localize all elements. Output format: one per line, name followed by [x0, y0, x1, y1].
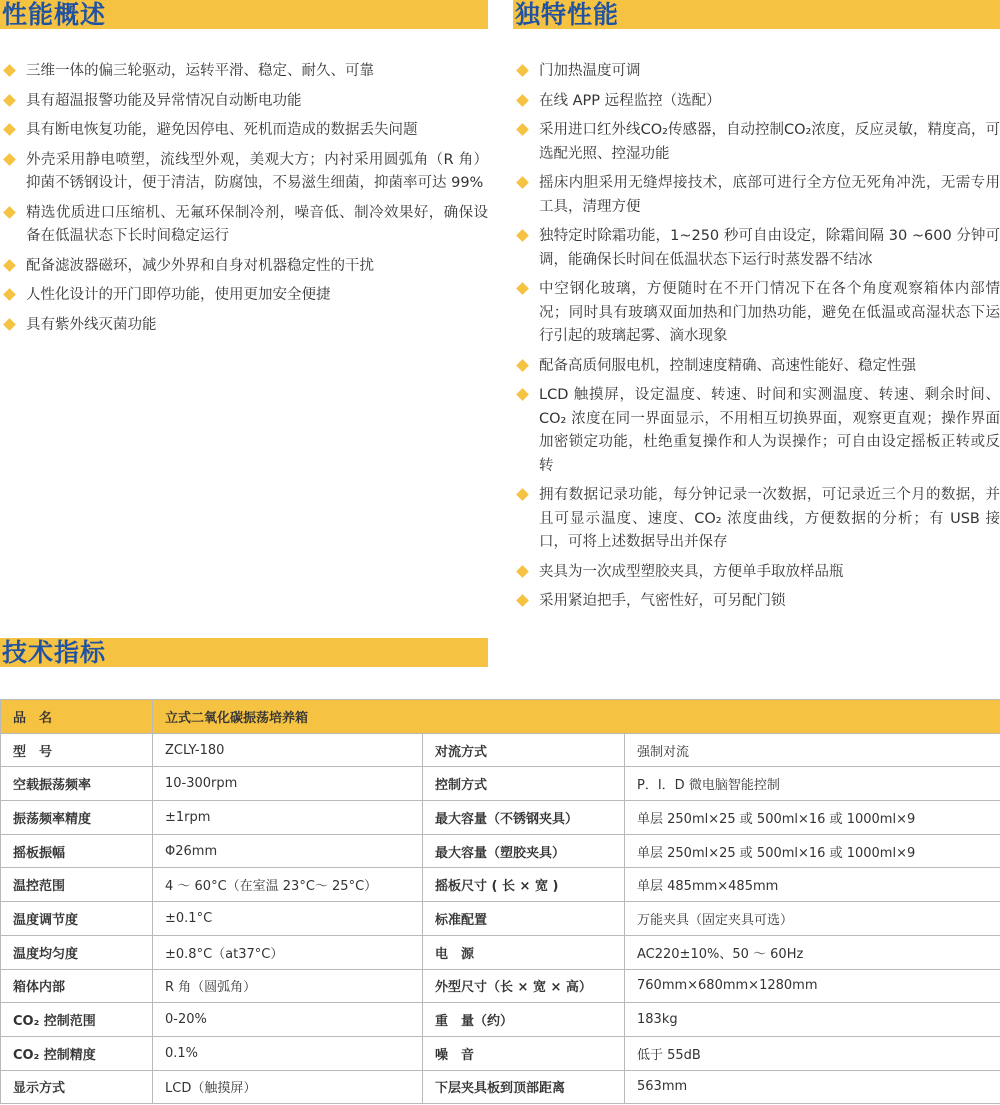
spec-label: 电 源 [423, 935, 625, 969]
spec-label: 温度均匀度 [1, 935, 153, 969]
spec-label: 控制方式 [423, 767, 625, 801]
list-item-text: 外壳采用静电喷塑，流线型外观，美观大方；内衬采用圆弧角（R 角）抑菌不锈钢设计，便于清洁，防腐蚀，不易滋生细菌，抑菌率可达 99% [26, 151, 488, 191]
performance-item [2, 202, 488, 249]
performance-item [2, 149, 488, 196]
performance-list [2, 60, 488, 343]
spec-label: 下层夹具板到顶部距离 [423, 1070, 625, 1104]
spec-value: 10-300rpm [153, 767, 423, 801]
diamond-bullet-icon [516, 388, 529, 401]
list-item-text: 精选优质进口压缩机、无氟环保制冷剂，噪音低、制冷效果好，确保设备在低温状态下长时间稳定运行 [26, 204, 488, 244]
diamond-bullet-icon [516, 488, 529, 501]
spec-heading: 技术指标 [0, 638, 488, 667]
unique-feature-item [515, 590, 1000, 614]
product-name-value: 立式二氧化碳振荡培养箱 [153, 700, 1000, 734]
spec-label: 温度调节度 [1, 902, 153, 936]
spec-value: LCD（触摸屏） [153, 1070, 423, 1104]
unique-feature-item [515, 384, 1000, 478]
spec-label: 振荡频率精度 [1, 801, 153, 835]
spec-row [1, 1036, 1000, 1070]
list-item-text: LCD 触摸屏，设定温度、转速、时间和实测温度、转速、剩余时间、CO₂ 浓度在同一界面显示，不用相互切换界面，观察更直观；操作界面加密锁定功能，杜绝重复操作和人为误操作；可自由设定摇板正转或反转 [539, 387, 1000, 474]
spec-label: 箱体内部 [1, 969, 153, 1003]
unique-feature-item [515, 561, 1000, 585]
performance-item [2, 119, 488, 143]
diamond-bullet-icon [516, 282, 529, 295]
spec-value: Φ26mm [153, 834, 423, 868]
spec-value: ±0.8°C（at37°C） [153, 935, 423, 969]
spec-row [1, 868, 1000, 902]
diamond-bullet-icon [3, 206, 16, 219]
unique-feature-item [515, 119, 1000, 166]
spec-value: AC220±10%、50 ～ 60Hz [625, 935, 1000, 969]
performance-item [2, 90, 488, 114]
unique-feature-item [515, 278, 1000, 349]
spec-value: P．I．D 微电脑智能控制 [625, 767, 1000, 801]
spec-row [1, 834, 1000, 868]
spec-label: 对流方式 [423, 733, 625, 767]
spec-value: 0-20% [153, 1003, 423, 1037]
spec-value: 强制对流 [625, 733, 1000, 767]
spec-row [1, 935, 1000, 969]
spec-label: 标准配置 [423, 902, 625, 936]
spec-label: CO₂ 控制精度 [1, 1036, 153, 1070]
spec-label: 温控范围 [1, 868, 153, 902]
unique-features-heading: 独特性能 [513, 0, 1000, 29]
unique-feature-item [515, 90, 1000, 114]
spec-label: 重 量（约） [423, 1003, 625, 1037]
spec-value: R 角（圆弧角） [153, 969, 423, 1003]
performance-item [2, 284, 488, 308]
list-item-text: 三维一体的偏三轮驱动，运转平滑、稳定、耐久、可靠 [26, 63, 374, 79]
spec-table [0, 699, 1000, 1104]
list-item-text: 配备高质伺服电机，控制速度精确、高速性能好、稳定性强 [539, 357, 916, 374]
spec-label: 最大容量（塑胶夹具） [423, 834, 625, 868]
unique-feature-item [515, 60, 1000, 84]
spec-value: ZCLY-180 [153, 733, 423, 767]
performance-item [2, 255, 488, 279]
spec-label: 型 号 [1, 733, 153, 767]
list-item-text: 具有紫外线灭菌功能 [26, 316, 157, 333]
spec-value: 760mm×680mm×1280mm [625, 969, 1000, 1003]
diamond-bullet-icon [516, 359, 529, 372]
list-item-text: 独特定时除霜功能，1~250 秒可自由设定，除霜间隔 30 ~600 分钟可调，能确保长时间在低温状态下运行时蒸发器不结冰 [539, 228, 1000, 268]
list-item-text: 具有断电恢复功能，避免因停电、死机而造成的数据丢失问题 [26, 122, 418, 138]
spec-value: ±0.1°C [153, 902, 423, 936]
spec-row [1, 767, 1000, 801]
list-item-text: 拥有数据记录功能，每分钟记录一次数据，可记录近三个月的数据，并且可显示温度、速度、CO₂ 浓度曲线，方便数据的分析；有 USB 接口，可将上述数据导出并保存 [539, 487, 1000, 550]
diamond-bullet-icon [3, 318, 16, 331]
spec-label: 摇板尺寸 ( 长 × 宽 ) [423, 868, 625, 902]
unique-feature-item [515, 225, 1000, 272]
spec-value: 183kg [625, 1003, 1000, 1037]
spec-label: 噪 音 [423, 1036, 625, 1070]
spec-row [1, 1003, 1000, 1037]
list-item-text: 门加热温度可调 [539, 63, 641, 79]
spec-label: 摇板振幅 [1, 834, 153, 868]
performance-item [2, 314, 488, 338]
spec-value: 单层 250ml×25 或 500ml×16 或 1000ml×9 [625, 801, 1000, 835]
spec-value: 563mm [625, 1070, 1000, 1104]
spec-row [1, 733, 1000, 767]
spec-row [1, 801, 1000, 835]
spec-label: 显示方式 [1, 1070, 153, 1104]
spec-label: 外型尺寸（长 × 宽 × 高） [423, 969, 625, 1003]
list-item-text: 具有超温报警功能及异常情况自动断电功能 [26, 92, 302, 109]
unique-feature-item [515, 355, 1000, 379]
spec-value: ±1rpm [153, 801, 423, 835]
list-item-text: 人性化设计的开门即停功能，使用更加安全便捷 [26, 287, 331, 303]
list-item-text: 在线 APP 远程监控（选配） [539, 92, 721, 109]
spec-header-row [1, 700, 1000, 734]
list-item-text: 摇床内胆采用无缝焊接技术，底部可进行全方位无死角冲洗，无需专用工具，清理方便 [539, 175, 1000, 215]
list-item-text: 采用紧迫把手，气密性好，可另配门锁 [539, 593, 786, 609]
unique-features-list [515, 60, 1000, 620]
diamond-bullet-icon [3, 123, 16, 136]
spec-label: 空载振荡频率 [1, 767, 153, 801]
diamond-bullet-icon [516, 94, 529, 107]
diamond-bullet-icon [516, 229, 529, 242]
spec-value: 万能夹具（固定夹具可选） [625, 902, 1000, 936]
spec-row [1, 1070, 1000, 1104]
spec-value: 0.1% [153, 1036, 423, 1070]
diamond-bullet-icon [3, 64, 16, 77]
diamond-bullet-icon [3, 288, 16, 301]
diamond-bullet-icon [3, 153, 16, 166]
unique-feature-item [515, 172, 1000, 219]
diamond-bullet-icon [3, 94, 16, 107]
diamond-bullet-icon [3, 259, 16, 272]
spec-value: 单层 250ml×25 或 500ml×16 或 1000ml×9 [625, 834, 1000, 868]
list-item-text: 夹具为一次成型塑胶夹具，方便单手取放样品瓶 [539, 563, 844, 580]
spec-value: 低于 55dB [625, 1036, 1000, 1070]
spec-row [1, 902, 1000, 936]
diamond-bullet-icon [516, 594, 529, 607]
diamond-bullet-icon [516, 565, 529, 578]
spec-value: 单层 485mm×485mm [625, 868, 1000, 902]
spec-label: CO₂ 控制范围 [1, 1003, 153, 1037]
diamond-bullet-icon [516, 64, 529, 77]
spec-label: 最大容量（不锈钢夹具） [423, 801, 625, 835]
performance-heading: 性能概述 [0, 0, 488, 29]
diamond-bullet-icon [516, 176, 529, 189]
spec-row [1, 969, 1000, 1003]
unique-feature-item [515, 484, 1000, 555]
list-item-text: 采用进口红外线CO₂传感器，自动控制CO₂浓度，反应灵敏，精度高，可选配光照、控湿功能 [539, 122, 1000, 162]
product-name-label: 品 名 [1, 700, 153, 734]
performance-item [2, 60, 488, 84]
list-item-text: 中空钢化玻璃，方便随时在不开门情况下在各个角度观察箱体内部情况；同时具有玻璃双面加热和门加热功能，避免在低温或高湿状态下运行引起的玻璃起雾、滴水现象 [539, 281, 1000, 344]
spec-value: 4 ～ 60°C（在室温 23°C～ 25°C） [153, 868, 423, 902]
list-item-text: 配备滤波器磁环，减少外界和自身对机器稳定性的干扰 [26, 257, 374, 274]
diamond-bullet-icon [516, 123, 529, 136]
